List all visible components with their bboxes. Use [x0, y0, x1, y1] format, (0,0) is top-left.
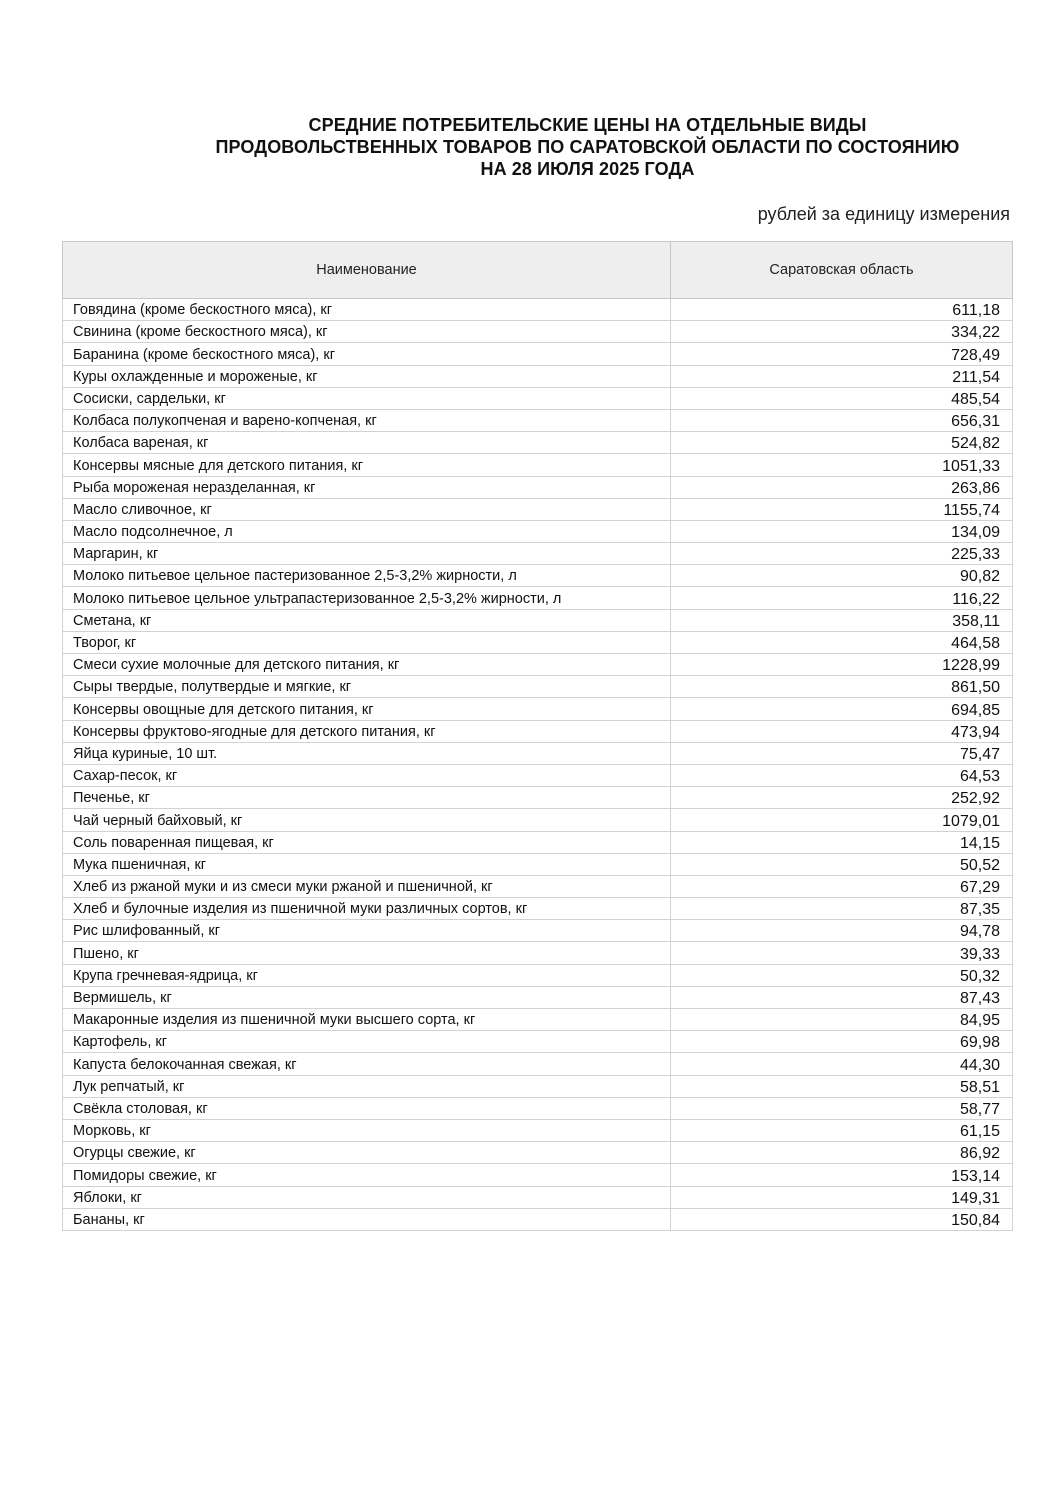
price-value-cell: 728,49	[671, 343, 1013, 365]
table-row	[63, 964, 1013, 986]
table-row	[63, 1097, 1013, 1119]
product-name-cell: Лук репчатый, кг	[63, 1075, 671, 1097]
title-line-3: НА 28 ИЮЛЯ 2025 ГОДА	[480, 159, 695, 179]
table-row	[63, 1142, 1013, 1164]
table-row	[63, 476, 1013, 498]
product-name-cell: Куры охлажденные и мороженые, кг	[63, 365, 671, 387]
table-row	[63, 720, 1013, 742]
price-value-cell: 694,85	[671, 698, 1013, 720]
header-name: Наименование	[63, 242, 671, 299]
table-row	[63, 676, 1013, 698]
price-value-cell: 524,82	[671, 432, 1013, 454]
price-value-cell: 94,78	[671, 920, 1013, 942]
product-name-cell: Маргарин, кг	[63, 543, 671, 565]
product-name-cell: Консервы овощные для детского питания, кг	[63, 698, 671, 720]
table-row	[63, 1075, 1013, 1097]
price-value-cell: 61,15	[671, 1119, 1013, 1141]
price-value-cell: 116,22	[671, 587, 1013, 609]
price-value-cell: 150,84	[671, 1208, 1013, 1230]
product-name-cell: Молоко питьевое цельное ультрапастеризованное 2,5-3,2% жирности, л	[63, 587, 671, 609]
table-row	[63, 875, 1013, 897]
document-title	[110, 114, 1061, 180]
price-value-cell: 656,31	[671, 409, 1013, 431]
price-table	[62, 241, 1013, 1231]
table-row	[63, 898, 1013, 920]
price-value-cell: 50,32	[671, 964, 1013, 986]
price-value-cell: 225,33	[671, 543, 1013, 565]
table-body	[63, 299, 1013, 1231]
price-value-cell: 69,98	[671, 1031, 1013, 1053]
table-row	[63, 764, 1013, 786]
header-region: Саратовская область	[671, 242, 1013, 299]
table-row	[63, 1164, 1013, 1186]
product-name-cell: Творог, кг	[63, 631, 671, 653]
product-name-cell: Сметана, кг	[63, 609, 671, 631]
table-row	[63, 986, 1013, 1008]
product-name-cell: Чай черный байховый, кг	[63, 809, 671, 831]
price-value-cell: 134,09	[671, 520, 1013, 542]
price-value-cell: 252,92	[671, 787, 1013, 809]
product-name-cell: Сосиски, сардельки, кг	[63, 387, 671, 409]
table-row	[63, 787, 1013, 809]
price-value-cell: 64,53	[671, 764, 1013, 786]
price-value-cell: 1155,74	[671, 498, 1013, 520]
table-row	[63, 543, 1013, 565]
price-value-cell: 861,50	[671, 676, 1013, 698]
product-name-cell: Сахар-песок, кг	[63, 764, 671, 786]
table-row	[63, 343, 1013, 365]
price-value-cell: 211,54	[671, 365, 1013, 387]
price-value-cell: 263,86	[671, 476, 1013, 498]
table-row	[63, 1119, 1013, 1141]
price-value-cell: 87,35	[671, 898, 1013, 920]
product-name-cell: Рис шлифованный, кг	[63, 920, 671, 942]
table-row	[63, 631, 1013, 653]
price-value-cell: 39,33	[671, 942, 1013, 964]
table-row	[63, 409, 1013, 431]
product-name-cell: Масло сливочное, кг	[63, 498, 671, 520]
product-name-cell: Масло подсолнечное, л	[63, 520, 671, 542]
price-value-cell: 153,14	[671, 1164, 1013, 1186]
table-row	[63, 742, 1013, 764]
table-row	[63, 587, 1013, 609]
price-value-cell: 50,52	[671, 853, 1013, 875]
product-name-cell: Консервы фруктово-ягодные для детского питания, кг	[63, 720, 671, 742]
price-value-cell: 1051,33	[671, 454, 1013, 476]
table-row	[63, 853, 1013, 875]
table-row	[63, 365, 1013, 387]
table-row	[63, 809, 1013, 831]
product-name-cell: Баранина (кроме бескостного мяса), кг	[63, 343, 671, 365]
price-value-cell: 149,31	[671, 1186, 1013, 1208]
product-name-cell: Рыба мороженая неразделанная, кг	[63, 476, 671, 498]
table-row	[63, 654, 1013, 676]
price-value-cell: 58,51	[671, 1075, 1013, 1097]
title-line-1: СРЕДНИЕ ПОТРЕБИТЕЛЬСКИЕ ЦЕНЫ НА ОТДЕЛЬНЫЕ ВИДЫ	[308, 115, 867, 135]
product-name-cell: Консервы мясные для детского питания, кг	[63, 454, 671, 476]
table-row	[63, 565, 1013, 587]
product-name-cell: Смеси сухие молочные для детского питания, кг	[63, 654, 671, 676]
price-value-cell: 14,15	[671, 831, 1013, 853]
product-name-cell: Крупа гречневая-ядрица, кг	[63, 964, 671, 986]
product-name-cell: Яблоки, кг	[63, 1186, 671, 1208]
table-header-row	[63, 242, 1013, 299]
product-name-cell: Картофель, кг	[63, 1031, 671, 1053]
price-value-cell: 84,95	[671, 1009, 1013, 1031]
price-value-cell: 86,92	[671, 1142, 1013, 1164]
product-name-cell: Свёкла столовая, кг	[63, 1097, 671, 1119]
table-row	[63, 432, 1013, 454]
price-value-cell: 464,58	[671, 631, 1013, 653]
table-row	[63, 321, 1013, 343]
product-name-cell: Морковь, кг	[63, 1119, 671, 1141]
price-value-cell: 44,30	[671, 1053, 1013, 1075]
product-name-cell: Хлеб и булочные изделия из пшеничной муки различных сортов, кг	[63, 898, 671, 920]
product-name-cell: Хлеб из ржаной муки и из смеси муки ржаной и пшеничной, кг	[63, 875, 671, 897]
product-name-cell: Свинина (кроме бескостного мяса), кг	[63, 321, 671, 343]
table-row	[63, 942, 1013, 964]
price-value-cell: 75,47	[671, 742, 1013, 764]
table-row	[63, 1053, 1013, 1075]
product-name-cell: Помидоры свежие, кг	[63, 1164, 671, 1186]
table-row	[63, 299, 1013, 321]
unit-note: рублей за единицу измерения	[757, 204, 1010, 224]
product-name-cell: Бананы, кг	[63, 1208, 671, 1230]
product-name-cell: Огурцы свежие, кг	[63, 1142, 671, 1164]
price-value-cell: 473,94	[671, 720, 1013, 742]
product-name-cell: Макаронные изделия из пшеничной муки высшего сорта, кг	[63, 1009, 671, 1031]
table-row	[63, 1186, 1013, 1208]
product-name-cell: Пшено, кг	[63, 942, 671, 964]
price-value-cell: 90,82	[671, 565, 1013, 587]
product-name-cell: Вермишель, кг	[63, 986, 671, 1008]
product-name-cell: Молоко питьевое цельное пастеризованное 2,5-3,2% жирности, л	[63, 565, 671, 587]
price-value-cell: 611,18	[671, 299, 1013, 321]
product-name-cell: Печенье, кг	[63, 787, 671, 809]
product-name-cell: Сыры твердые, полутвердые и мягкие, кг	[63, 676, 671, 698]
table-row	[63, 1009, 1013, 1031]
table-row	[63, 454, 1013, 476]
table-row	[63, 831, 1013, 853]
price-value-cell: 485,54	[671, 387, 1013, 409]
price-value-cell: 358,11	[671, 609, 1013, 631]
table-row	[63, 609, 1013, 631]
product-name-cell: Говядина (кроме бескостного мяса), кг	[63, 299, 671, 321]
table-row	[63, 387, 1013, 409]
table-row	[63, 1031, 1013, 1053]
table-row	[63, 520, 1013, 542]
table-row	[63, 698, 1013, 720]
product-name-cell: Яйца куриные, 10 шт.	[63, 742, 671, 764]
price-value-cell: 87,43	[671, 986, 1013, 1008]
price-value-cell: 334,22	[671, 321, 1013, 343]
product-name-cell: Соль поваренная пищевая, кг	[63, 831, 671, 853]
table-row	[63, 498, 1013, 520]
title-line-2: ПРОДОВОЛЬСТВЕННЫХ ТОВАРОВ ПО САРАТОВСКОЙ ОБЛАСТИ ПО СОСТОЯНИЮ	[215, 137, 960, 157]
product-name-cell: Колбаса вареная, кг	[63, 432, 671, 454]
table-row	[63, 920, 1013, 942]
product-name-cell: Колбаса полукопченая и варено-копченая, кг	[63, 409, 671, 431]
price-value-cell: 58,77	[671, 1097, 1013, 1119]
price-value-cell: 1228,99	[671, 654, 1013, 676]
product-name-cell: Капуста белокочанная свежая, кг	[63, 1053, 671, 1075]
price-value-cell: 67,29	[671, 875, 1013, 897]
table-row	[63, 1208, 1013, 1230]
price-value-cell: 1079,01	[671, 809, 1013, 831]
product-name-cell: Мука пшеничная, кг	[63, 853, 671, 875]
